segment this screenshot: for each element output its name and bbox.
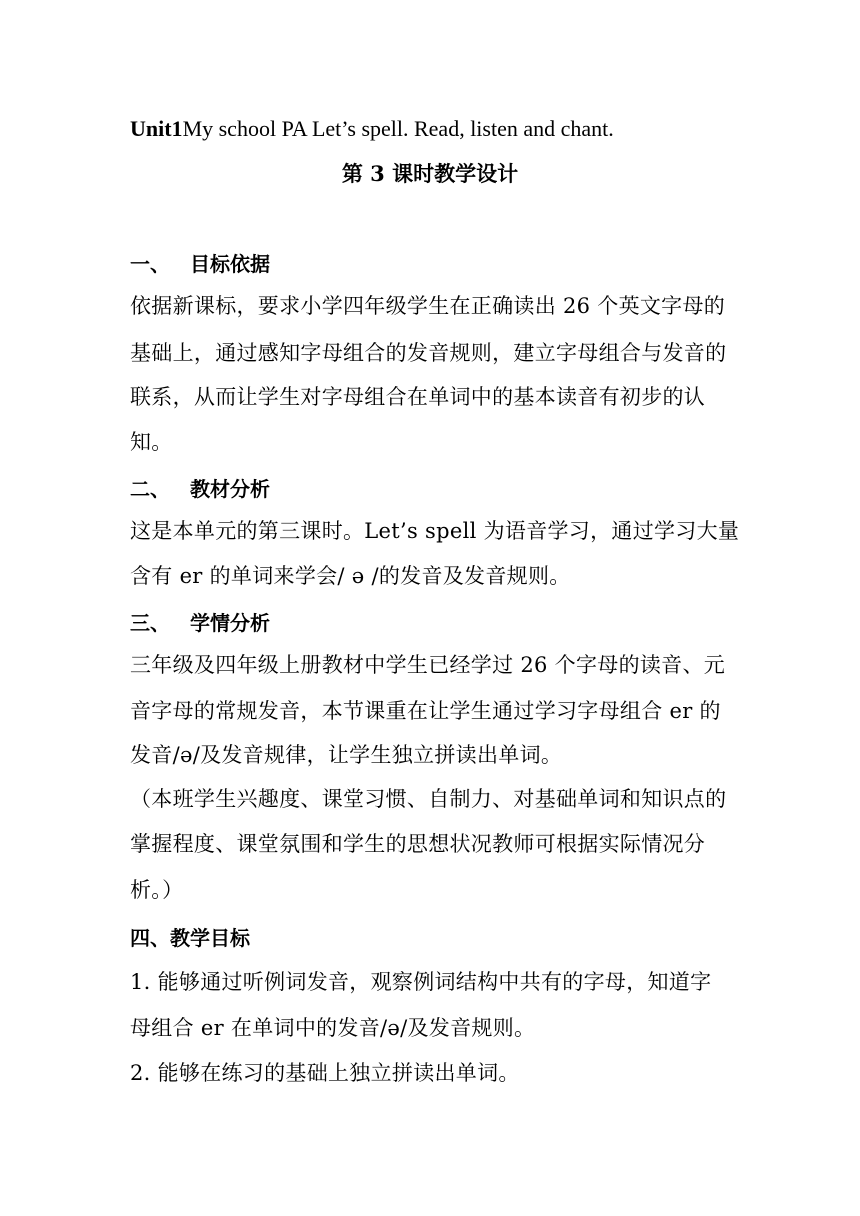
paragraph-line: 析。）: [130, 878, 184, 902]
section-number: 三、: [130, 611, 170, 635]
paragraph-line: 知。: [130, 430, 173, 454]
paragraph-line: 联系，从而让学生对字母组合在单词中的基本读音有初步的认: [130, 385, 706, 409]
section-heading-3: [130, 609, 730, 637]
paragraph-line: 母组合 er 在单词中的发音/ə/及发音规则。: [130, 1016, 536, 1040]
section-heading-1: [130, 250, 730, 278]
paragraph-line: 音字母的常规发音，本节课重在让学生通过学习字母组合 er 的: [130, 699, 721, 723]
paragraph-line: 这是本单元的第三课时。Let’s spell 为语音学习，通过学习大量: [130, 519, 740, 543]
section-title: 目标依据: [190, 252, 270, 276]
paragraph-line: 基础上，通过感知字母组合的发音规则，建立字母组合与发音的: [130, 341, 727, 365]
section-heading-4: 四、教学目标: [130, 926, 250, 950]
paragraph-line: 依据新课标，要求小学四年级学生在正确读出 26 个英文字母的: [130, 294, 726, 318]
section-heading-2: [130, 475, 730, 503]
paragraph-line: 1. 能够通过听例词发音，观察例词结构中共有的字母，知道字: [130, 970, 712, 994]
document-subtitle: 第 3 课时教学设计: [341, 161, 519, 186]
document-title: [130, 115, 730, 143]
paragraph-line: （本班学生兴趣度、课堂习惯、自制力、对基础单词和知识点的: [130, 787, 727, 811]
unit-label: Unit1: [130, 116, 183, 141]
section-title: 教材分析: [190, 477, 270, 501]
section-number: 一、: [130, 252, 170, 276]
section-number: 二、: [130, 477, 170, 501]
section-title: 学情分析: [190, 611, 270, 635]
paragraph-line: 含有 er 的单词来学会/ ə /的发音及发音规则。: [130, 564, 571, 588]
paragraph-line: 2. 能够在练习的基础上独立拼读出单词。: [130, 1061, 520, 1085]
title-rest: My school PA Let’s spell. Read, listen and chant.: [182, 116, 614, 141]
paragraph-line: 发音/ə/及发音规律，让学生独立拼读出单词。: [130, 743, 563, 767]
paragraph-line: 掌握程度、课堂氛围和学生的思想状况教师可根据实际情况分: [130, 832, 706, 856]
paragraph-line: 三年级及四年级上册教材中学生已经学过 26 个字母的读音、元: [130, 653, 726, 677]
